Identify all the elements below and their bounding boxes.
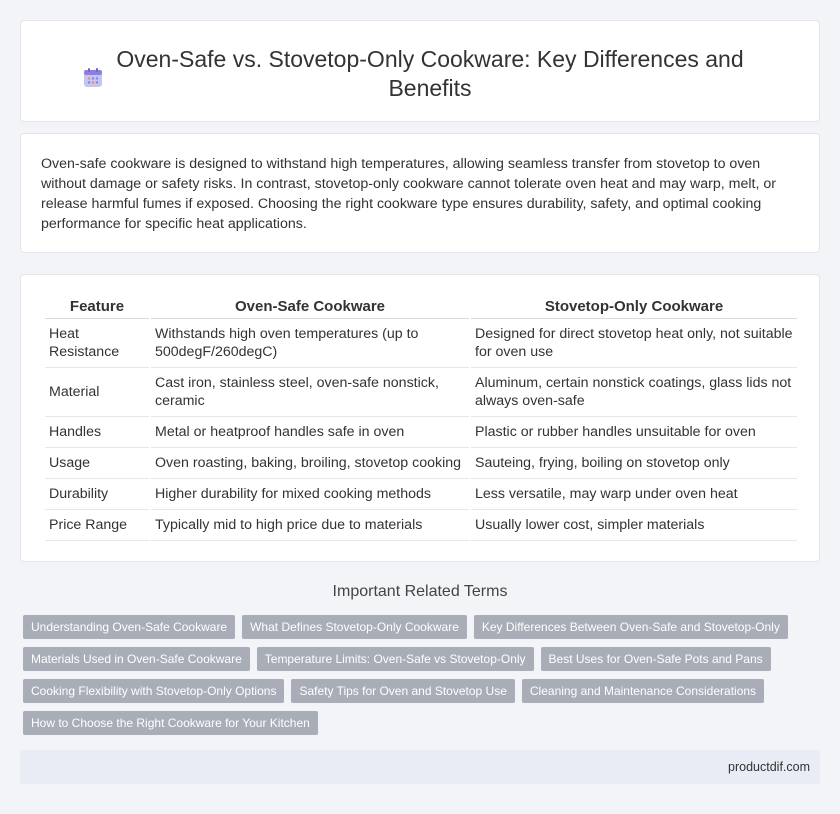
table-cell: Designed for direct stovetop heat only, not suitable for oven use [471, 319, 797, 368]
related-term-tag[interactable]: Temperature Limits: Oven-Safe vs Stovetop-Only [257, 647, 534, 671]
table-cell: Cast iron, stainless steel, oven-safe nonstick, ceramic [151, 368, 469, 417]
related-term-tag[interactable]: Best Uses for Oven-Safe Pots and Pans [541, 647, 771, 671]
table-row [45, 510, 797, 541]
table-cell: Sauteing, frying, boiling on stovetop only [471, 448, 797, 479]
related-term-tag[interactable]: Materials Used in Oven-Safe Cookware [23, 647, 250, 671]
table-row [45, 417, 797, 448]
page-title: Oven-Safe vs. Stovetop-Only Cookware: Key Differences and Benefits [116, 46, 744, 101]
footer-site-link[interactable]: productdif.com [728, 760, 810, 774]
related-term-tag[interactable]: What Defines Stovetop-Only Cookware [242, 615, 467, 639]
comparison-table [43, 295, 799, 541]
table-cell: Usually lower cost, simpler materials [471, 510, 797, 541]
table-cell: Material [45, 368, 149, 417]
column-header-feature: Feature [45, 295, 149, 319]
table-cell: Price Range [45, 510, 149, 541]
table-cell: Metal or heatproof handles safe in oven [151, 417, 469, 448]
table-cell: Handles [45, 417, 149, 448]
table-cell: Usage [45, 448, 149, 479]
table-row [45, 479, 797, 510]
intro-card [20, 133, 820, 253]
related-term-tag[interactable]: Cooking Flexibility with Stovetop-Only Options [23, 679, 284, 703]
column-header-oven-safe: Oven-Safe Cookware [151, 295, 469, 319]
comparison-table-card [20, 274, 820, 562]
related-term-tag[interactable]: Key Differences Between Oven-Safe and Stovetop-Only [474, 615, 788, 639]
table-cell: Aluminum, certain nonstick coatings, glass lids not always oven-safe [471, 368, 797, 417]
table-cell: Less versatile, may warp under oven heat [471, 479, 797, 510]
title-card [20, 20, 820, 122]
table-cell: Withstands high oven temperatures (up to 500degF/260degC) [151, 319, 469, 368]
related-term-tag[interactable]: Safety Tips for Oven and Stovetop Use [291, 679, 514, 703]
table-cell: Heat Resistance [45, 319, 149, 368]
table-row [45, 368, 797, 417]
related-term-tag[interactable]: How to Choose the Right Cookware for Your Kitchen [23, 711, 318, 735]
related-terms-heading: Important Related Terms [332, 583, 508, 600]
table-cell: Oven roasting, baking, broiling, stovetop cooking [151, 448, 469, 479]
table-cell: Plastic or rubber handles unsuitable for oven [471, 417, 797, 448]
table-row [45, 319, 797, 368]
column-header-stovetop-only: Stovetop-Only Cookware [471, 295, 797, 319]
table-cell: Durability [45, 479, 149, 510]
related-term-tag[interactable]: Cleaning and Maintenance Considerations [522, 679, 764, 703]
footer [20, 750, 820, 784]
table-row [45, 448, 797, 479]
related-term-tag[interactable]: Understanding Oven-Safe Cookware [23, 615, 235, 639]
table-header-row [45, 295, 797, 319]
table-cell: Typically mid to high price due to materials [151, 510, 469, 541]
intro-paragraph: Oven-safe cookware is designed to withstand high temperatures, allowing seamless transfer from stovetop to oven without damage or safety risks. In contrast, stovetop-only cookware cannot tolerate oven heat and may warp, melt, or release harmful fumes if exposed. Choosing the right cookware type ensures durability, safety, and optimal cooking performance for specific heat applications. [41, 156, 776, 232]
table-cell: Higher durability for mixed cooking methods [151, 479, 469, 510]
